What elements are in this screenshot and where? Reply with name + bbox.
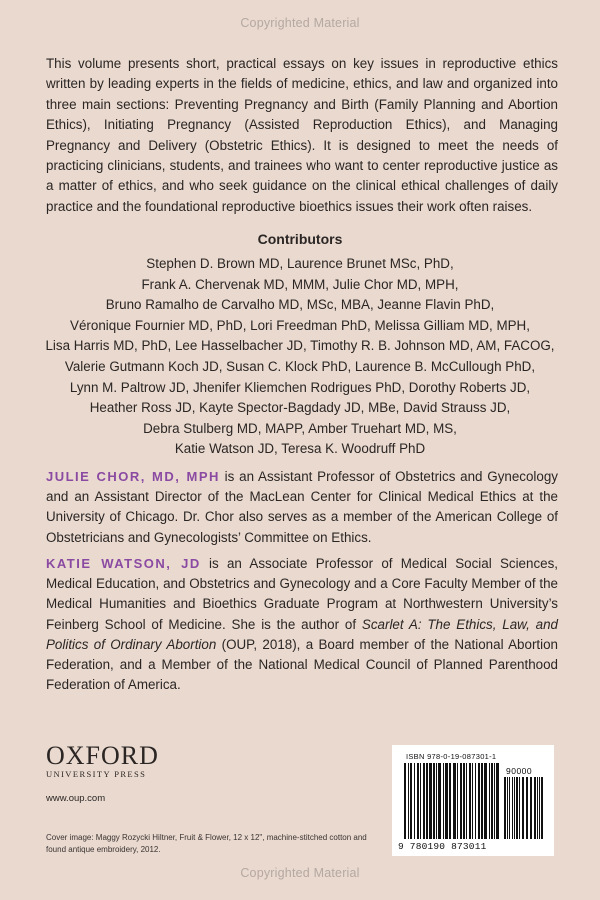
contributors-line: Katie Watson JD, Teresa K. Woodruff PhD bbox=[174, 441, 426, 457]
contributors-line: Valerie Gutmann Koch JD, Susan C. Klock PhD, Laurence B. McCullough PhD, bbox=[64, 358, 536, 374]
contributors-line: Bruno Ramalho de Carvalho MD, MSc, MBA, Jeanne Flavin PhD, bbox=[105, 297, 495, 313]
contributors-line: Frank A. Chervenak MD, MMM, Julie Chor MD, MPH, bbox=[141, 276, 459, 292]
contributors-line: Véronique Fournier MD, PhD, Lori Freedman PhD, Melissa Gilliam MD, MPH, bbox=[70, 317, 530, 333]
editor-bio-text: is an Assistant Professor of Obstetrics and Gynecology and an Assistant Director of the MacLean Center for Clinical Medical Ethics at the University of Chicago. Dr. Chor also serves as a member of the American College of Obstetricians and Gynecologists’ Committee on Ethics. bbox=[46, 469, 558, 545]
book-description: This volume presents short, practical essays on key issues in reproductive ethics written by leading experts in the fields of medicine, ethics, and law and organized into three main sections: Preventing Pregnancy and Birth (Family Planning and Abortion Ethics), Initiating Pregnancy (Assisted Reproduction Ethics), and Managing Pregnancy and Delivery (Obstetric Ethics). It is designed to meet the needs of practicing clinicians, students, and trainees who want to center reproductive justice as a matter of ethics, and who seek guidance on the clinical ethical challenges of daily practice and the foundational reproductive bioethics issues their work often raises. bbox=[46, 56, 558, 214]
barcode-icon bbox=[392, 745, 554, 856]
isbn-number: ISBN 978-0-19-087301-1 bbox=[406, 752, 497, 761]
editor-bio-chor bbox=[46, 467, 558, 548]
isbn-barcode bbox=[392, 745, 554, 856]
editor-bio-text: is an Associate Professor of Medical Social Sciences, Medical Education, and Obstetrics and Gynecology and a Core Faculty Member of the Medical Humanities and Bioethics Graduate Program at Northwestern University’s Feinberg School of Medicine. She is the author of bbox=[46, 556, 559, 632]
publisher-website: www.oup.com bbox=[46, 793, 106, 804]
contributors-line: Lynn M. Paltrow JD, Jhenifer Kliemchen Rodrigues PhD, Dorothy Roberts JD, bbox=[69, 379, 531, 395]
contributors-line: Lisa Harris MD, PhD, Lee Hasselbacher JD, Timothy R. B. Johnson MD, AM, FACOG, bbox=[45, 338, 555, 354]
contributors-line: Heather Ross JD, Kayte Spector-Bagdady JD, MBe, David Strauss JD, bbox=[89, 400, 511, 416]
contributors-heading: Contributors bbox=[257, 231, 343, 247]
copyright-watermark-bottom: Copyrighted Material bbox=[240, 866, 360, 880]
editor-bio-watson bbox=[46, 554, 558, 695]
cover-credit: Cover image: Maggy Rozycki Hiltner, Fruit & Flower, 12 x 12", machine-stitched cotton and found antique embroidery, 2012. bbox=[46, 833, 367, 854]
editor-name-watson: KATIE WATSON, JD bbox=[46, 556, 201, 571]
editor-bio-text: (OUP, 2018), a Board member of the National Abortion Federation, and a Member of the National Medical Council of Planned Parenthood Federation of America. bbox=[46, 636, 559, 693]
book-title-italic: Scarlet A: The Ethics, Law, and Politics of Ordinary Abortion bbox=[46, 616, 558, 652]
contributors-line: Stephen D. Brown MD, Laurence Brunet MSc, PhD, bbox=[146, 256, 454, 271]
editor-name-chor: JULIE CHOR, MD, MPH bbox=[46, 469, 220, 484]
publisher-subtitle: UNIVERSITY PRESS bbox=[46, 769, 147, 779]
contributors-list bbox=[30, 254, 570, 460]
price-code: 90000 bbox=[506, 766, 533, 776]
copyright-watermark-top: Copyrighted Material bbox=[240, 16, 360, 30]
publisher-name: OXFORD bbox=[46, 741, 159, 770]
contributors-line: Debra Stulberg MD, MAPP, Amber Truehart MD, MS, bbox=[143, 420, 457, 436]
publisher-logo bbox=[46, 741, 159, 779]
barcode-digits: 9 780190 873011 bbox=[398, 841, 487, 852]
